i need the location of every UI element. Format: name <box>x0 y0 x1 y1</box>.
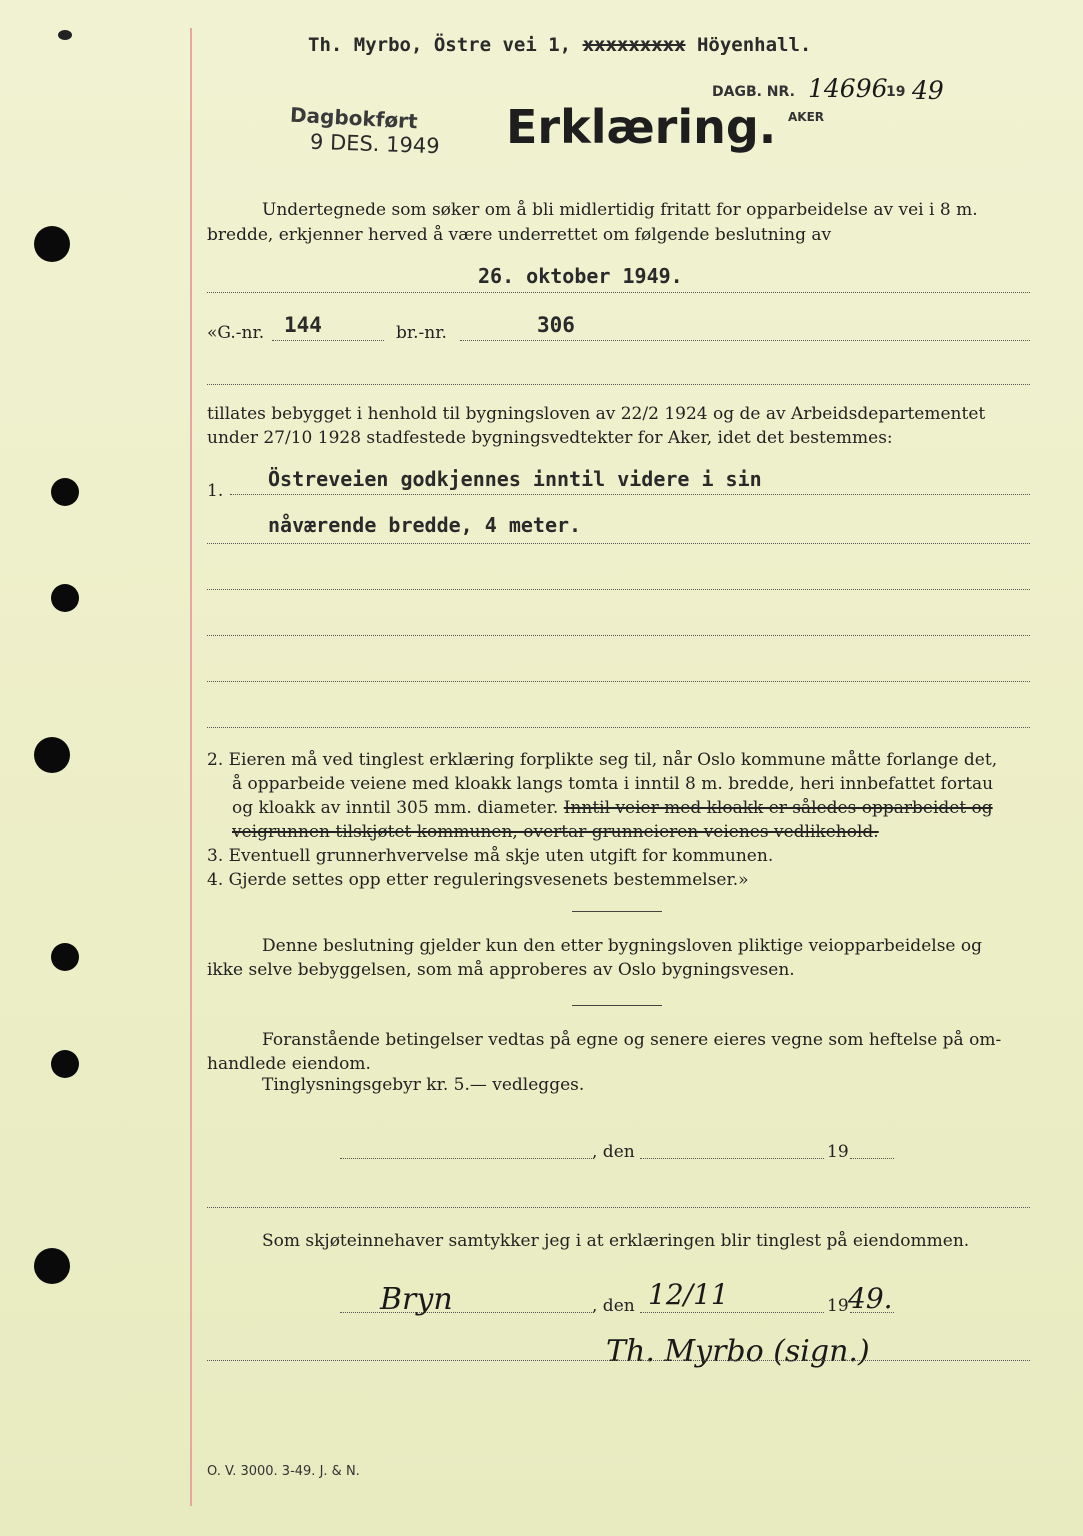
place-handwritten: Bryn <box>380 1282 453 1317</box>
terms-line-1: Foranstående betingelser vedtas på egne og senere eieres vegne som heftelse på om- <box>262 1030 1002 1050</box>
date-handwritten: 12/11 <box>648 1278 729 1311</box>
sender-place: Höyenhall. <box>696 34 812 56</box>
journal-number-label: DAGB. NR. <box>712 84 795 100</box>
sender-address: Th. Myrbo, Östre vei 1, <box>308 34 572 56</box>
bnr-value: 306 <box>537 313 575 337</box>
struck-text: xxxxxxxxx <box>582 34 686 56</box>
year-handwritten: 49. <box>848 1282 893 1315</box>
condition-rule-3 <box>207 589 1030 590</box>
place-rule-2 <box>340 1312 592 1313</box>
consent-text: Som skjøteinnehaver samtykker jeg i at erklæringen blir tinglest på eiendommen. <box>262 1231 970 1251</box>
divider-1 <box>572 911 662 912</box>
condition-2-line-3 <box>232 798 993 818</box>
condition-2-line-3a: og kloakk av inntil 305 mm. diameter. <box>232 798 559 818</box>
form-footer: O. V. 3000. 3-49. J. & N. <box>207 1464 360 1479</box>
registered-stamp-title: Dagbokført <box>289 102 419 134</box>
decision-date: 26. oktober 1949. <box>478 264 683 288</box>
terms-line-2: handlede eiendom. <box>207 1054 371 1074</box>
note-line-1: Denne beslutning gjelder kun den etter bygningsloven pliktige veiopparbeidelse og <box>262 936 982 956</box>
condition-1-line-2: nåværende bredde, 4 meter. <box>268 513 582 537</box>
condition-2-line-3b-struck: Inntil veier med kloakk er således opparbeidet og <box>563 798 993 818</box>
terms-line-3: Tinglysningsgebyr kr. 5.— vedlegges. <box>262 1075 585 1095</box>
note-line-2: ikke selve bebyggelsen, som må approberes av Oslo bygningsvesen. <box>207 960 795 980</box>
condition-1-number: 1. <box>207 481 224 501</box>
condition-rule-6 <box>207 727 1030 728</box>
year-prefix-2: 19 <box>827 1296 849 1316</box>
gnr-rule <box>272 340 384 341</box>
signature: Th. Myrbo (sign.) <box>606 1334 870 1369</box>
separator-rule <box>207 1207 1030 1208</box>
date-rule <box>207 292 1030 293</box>
bnr-rule <box>460 340 1030 341</box>
condition-rule-2 <box>207 543 1030 544</box>
registered-stamp-date: 9 DES. 1949 <box>309 129 440 159</box>
punch-hole-7 <box>34 1248 70 1284</box>
punch-hole-3 <box>51 584 79 612</box>
den-label-1: , den <box>592 1142 635 1162</box>
ink-spot <box>58 30 72 40</box>
condition-4: 4. Gjerde settes opp etter reguleringsvesenets bestemmelser.» <box>207 870 749 890</box>
permit-line-2: under 27/10 1928 stadfestede bygningsvedtekter for Aker, idet det bestemmes: <box>207 428 893 448</box>
punch-hole-5 <box>51 943 79 971</box>
place-rule-1 <box>340 1158 592 1159</box>
condition-rule-5 <box>207 681 1030 682</box>
condition-2-line-1: 2. Eieren må ved tinglest erklæring forplikte seg til, når Oslo kommune måtte forlange det, <box>207 750 998 770</box>
punch-hole-4 <box>34 737 70 773</box>
date-rule-1 <box>640 1158 824 1159</box>
signature-rule <box>207 1360 1030 1361</box>
divider-2 <box>572 1005 662 1006</box>
condition-rule-1 <box>230 494 1030 495</box>
condition-rule-4 <box>207 635 1030 636</box>
journal-number: 14696 <box>808 74 888 103</box>
document-title: Erklæring. <box>506 100 777 154</box>
gnr-value: 144 <box>284 313 322 337</box>
margin-rule <box>190 28 192 1506</box>
intro-line-2: bredde, erkjenner herved å være underrettet om følgende beslutning av <box>207 225 832 245</box>
permit-line-1: tillates bebygget i henhold til bygningsloven av 22/2 1924 og de av Arbeidsdepartementet <box>207 404 986 424</box>
year-rule-1 <box>850 1158 894 1159</box>
date-rule-2 <box>640 1312 824 1313</box>
punch-hole-2 <box>51 478 79 506</box>
punch-hole-6 <box>51 1050 79 1078</box>
condition-2-line-4-struck: veigrunnen tilskjøtet kommunen, overtar grunneieren veienes vedlikehold. <box>232 822 879 842</box>
condition-3: 3. Eventuell grunnerhvervelse må skje uten utgift for kommunen. <box>207 846 774 866</box>
bnr-label: br.-nr. <box>396 323 447 343</box>
condition-2-line-2: å opparbeide veiene med kloakk langs tomta i inntil 8 m. bredde, heri innbefattet fortau <box>232 774 994 794</box>
year-prefix-1: 19 <box>827 1142 849 1162</box>
journal-year: 49 <box>912 76 944 105</box>
district-label: AKER <box>788 110 825 124</box>
punch-hole-1 <box>34 226 70 262</box>
den-label-2: , den <box>592 1296 635 1316</box>
blank-rule-1 <box>207 384 1030 385</box>
gnr-label: «G.-nr. <box>207 323 265 343</box>
intro-line-1: Undertegnede som søker om å bli midlertidig fritatt for opparbeidelse av vei i 8 m. <box>262 200 978 220</box>
journal-year-prefix: 19 <box>886 84 906 100</box>
condition-1-line-1: Östreveien godkjennes inntil videre i sin <box>268 467 762 491</box>
sender-line <box>308 34 811 56</box>
